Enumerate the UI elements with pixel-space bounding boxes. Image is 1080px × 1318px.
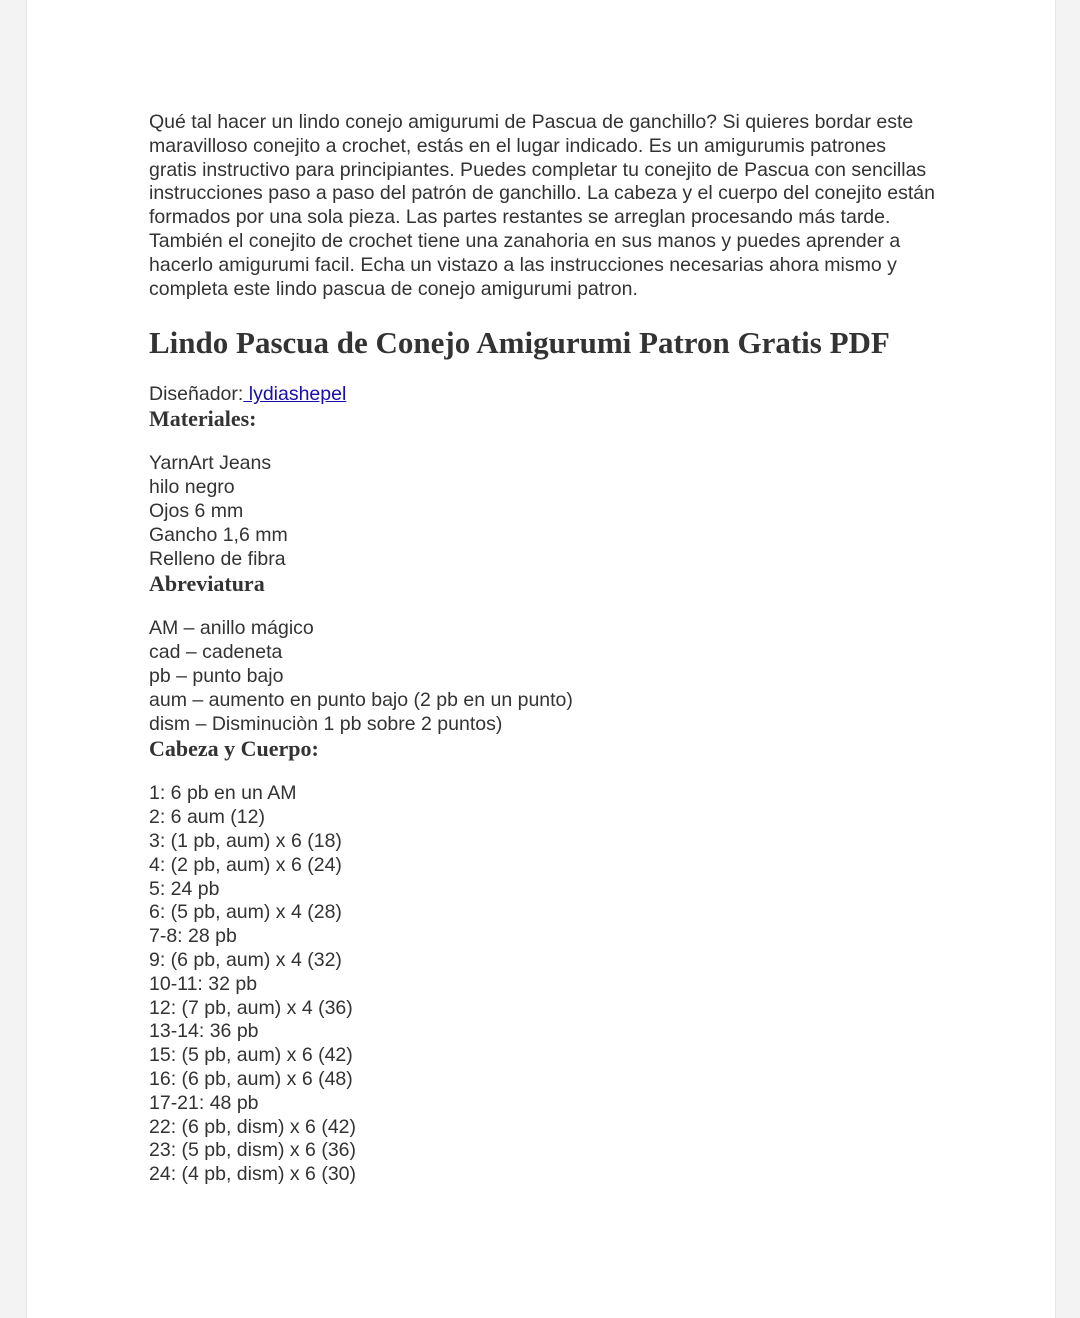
abbreviation-item: AM – anillo mágico: [149, 617, 314, 640]
pattern-row: 17-21: 48 pb: [149, 1091, 259, 1114]
abbreviation-item: pb – punto bajo: [149, 664, 284, 687]
pattern-row: 24: (4 pb, dism) x 6 (30): [149, 1163, 356, 1186]
pattern-row: 6: (5 pb, aum) x 4 (28): [149, 901, 342, 924]
abbreviation-item: aum – aumento en punto bajo (2 pb en un punto): [149, 688, 573, 711]
material-item: Relleno de fibra: [149, 547, 286, 570]
head-body-rows: [149, 782, 939, 1187]
article-title: Lindo Pascua de Conejo Amigurumi Patron Gratis PDF: [149, 325, 890, 361]
material-item: Ojos 6 mm: [149, 499, 244, 522]
material-item: Gancho 1,6 mm: [149, 523, 288, 546]
abbreviations-list: [149, 617, 939, 736]
pattern-row: 23: (5 pb, dism) x 6 (36): [149, 1139, 356, 1162]
pattern-row: 16: (6 pb, aum) x 6 (48): [149, 1067, 353, 1090]
designer-label: Diseñador:: [149, 383, 244, 406]
abbreviations-heading: Abreviatura: [149, 571, 265, 597]
pattern-row: 2: 6 aum (12): [149, 806, 265, 829]
designer-line: [149, 382, 939, 406]
pattern-row: 12: (7 pb, aum) x 4 (36): [149, 996, 353, 1019]
pattern-row: 4: (2 pb, aum) x 6 (24): [149, 853, 342, 876]
pattern-row: 1: 6 pb en un AM: [149, 782, 297, 805]
pattern-row: 5: 24 pb: [149, 877, 220, 900]
pattern-row: 10-11: 32 pb: [149, 972, 258, 995]
abbreviation-item: cad – cadeneta: [149, 641, 283, 664]
intro-paragraph: Qué tal hacer un lindo conejo amigurumi de Pascua de ganchillo? Si quieres bordar este maravilloso conejito a crochet, estás en el lugar indicado. Es un amigurumis patrones gratis instructivo para principiantes. Puedes completar tu conejito de Pascua con sencillas instrucciones paso a paso del patrón de ganchillo. La cabeza y el cuerpo del conejito están formados por una sola pieza. Las partes restantes se arreglan procesando más tarde. También el conejito de crochet tiene una zanahoria en sus manos y puedes aprender a hacerlo amigurumi facil. Echa un vistazo a las instrucciones necesarias ahora mismo y completa este lindo pascua de conejo amigurumi patron.: [149, 111, 935, 300]
materials-heading: Materiales:: [149, 406, 257, 432]
material-item: hilo negro: [149, 476, 235, 499]
head-body-heading: Cabeza y Cuerpo:: [149, 736, 319, 762]
document-page: [26, 0, 1056, 1318]
abbreviation-item: dism – Disminuciòn 1 pb sobre 2 puntos): [149, 712, 503, 735]
article-content: [149, 111, 939, 1187]
designer-link[interactable]: lydiashepel: [243, 383, 347, 406]
pattern-row: 9: (6 pb, aum) x 4 (32): [149, 948, 342, 971]
pattern-row: 3: (1 pb, aum) x 6 (18): [149, 829, 342, 852]
pattern-row: 22: (6 pb, dism) x 6 (42): [149, 1115, 356, 1138]
material-item: YarnArt Jeans: [149, 452, 272, 475]
pattern-row: 15: (5 pb, aum) x 6 (42): [149, 1044, 353, 1067]
pattern-row: 13-14: 36 pb: [149, 1020, 259, 1043]
pattern-row: 7-8: 28 pb: [149, 925, 237, 948]
materials-list: [149, 452, 939, 571]
